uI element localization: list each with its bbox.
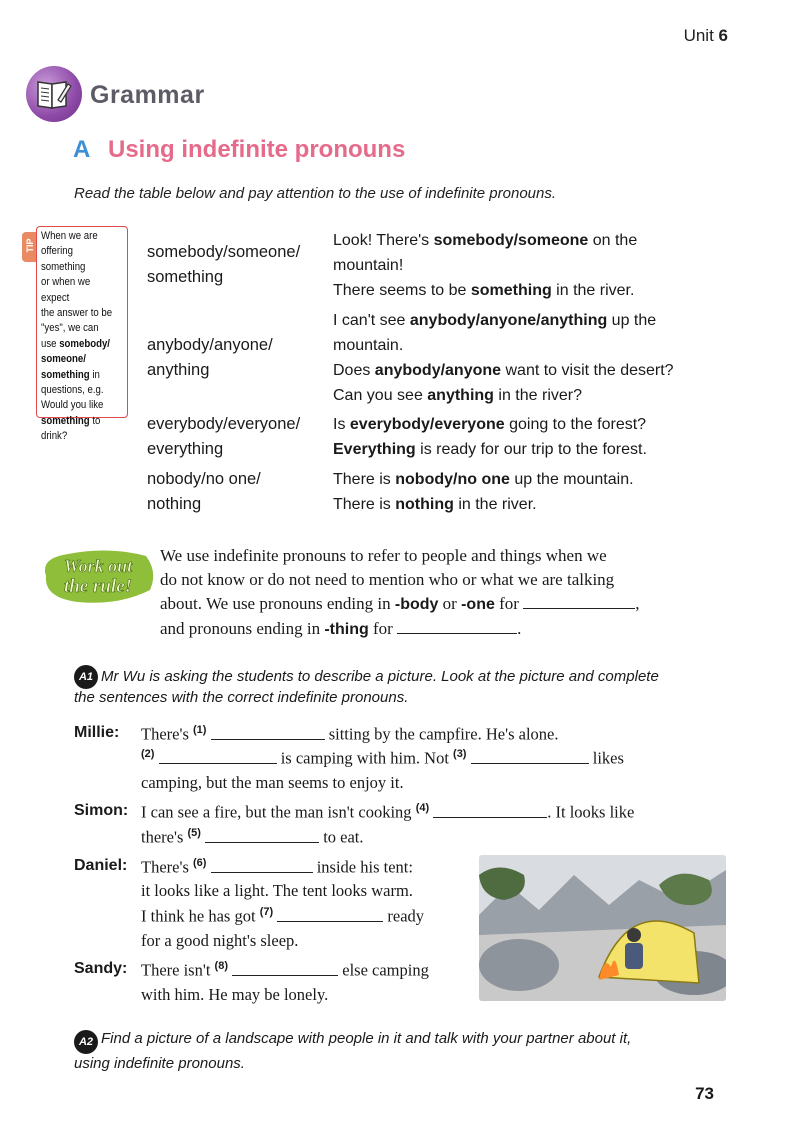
rule-line — [160, 592, 760, 617]
example-text: Can you — [333, 387, 393, 404]
tip-bold: something — [41, 414, 90, 427]
example-bold: somebody/someone — [433, 232, 589, 249]
dialogue-line — [141, 827, 364, 848]
example-line — [333, 228, 637, 253]
tip-text-span: in — [92, 368, 100, 381]
dialogue-line: camping, but the man seems to enjoy it. — [141, 773, 404, 792]
example-text: going to the forest? — [504, 416, 647, 433]
table-row-example — [333, 228, 637, 303]
rule-text-span: for — [368, 619, 398, 638]
example-line — [333, 278, 637, 303]
example-text: Does — [333, 362, 375, 379]
dialogue-text: There isn't — [141, 960, 215, 980]
example-text: I can't see — [333, 312, 410, 329]
example-text: Is — [333, 416, 350, 433]
pronoun-text: nobody/no one/ — [147, 470, 261, 488]
speaker-name: Sandy: — [74, 960, 128, 977]
example-bold: nobody/no one — [395, 471, 510, 488]
example-line — [333, 308, 674, 333]
pronoun-text: anybody/anyone/ — [147, 336, 273, 354]
unit-number: 6 — [718, 26, 728, 45]
example-line — [333, 412, 647, 437]
unit-label-text: Unit — [683, 26, 714, 45]
table-row-example — [333, 308, 674, 408]
tip-line — [41, 414, 115, 445]
example-text: mountain! — [333, 257, 404, 274]
example-text: in the river. — [453, 496, 537, 513]
dialogue-text: ready — [383, 906, 425, 926]
pronoun-text: nothing — [147, 495, 202, 513]
example-text: on the — [588, 232, 638, 249]
example-bold: Everything — [333, 441, 416, 458]
dialogue-text: likes — [588, 748, 624, 768]
answer-blank[interactable] — [277, 907, 383, 922]
section-title: Using indefinite pronouns — [108, 136, 406, 163]
example-text: There is — [333, 496, 396, 513]
rule-bold: -body — [394, 596, 439, 613]
dialogue-text: I can see a fire, but the man isn't cooking — [141, 802, 416, 822]
dialogue-line — [141, 724, 559, 745]
example-text: Look! There's — [333, 232, 434, 249]
unit-label — [684, 26, 728, 46]
table-row-pronoun — [147, 333, 273, 383]
picture-person-body — [625, 943, 643, 969]
blank-number: (4) — [415, 802, 430, 814]
dialogue-line — [141, 857, 413, 878]
dialogue-text: There's — [141, 724, 193, 744]
example-line — [333, 358, 674, 383]
tip-line: When we are — [41, 230, 98, 242]
dialogue-line: with him. He may be lonely. — [141, 985, 329, 1004]
answer-blank[interactable] — [211, 725, 325, 740]
dialogue-text: there's — [141, 827, 188, 847]
rule-text-span: and pronouns ending in — [160, 619, 325, 638]
answer-blank[interactable] — [433, 803, 547, 818]
example-text: want to visit the desert? — [501, 362, 674, 379]
blank-number: (1) — [193, 724, 207, 736]
answer-blank[interactable] — [523, 594, 635, 609]
table-row-pronoun — [147, 240, 300, 290]
tip-bold: someone/ — [41, 353, 86, 366]
tip-line: Would you like — [41, 399, 104, 412]
picture-rock — [479, 939, 559, 991]
example-bold: everybody/everyone — [349, 416, 505, 433]
rule-text-span: or — [438, 594, 462, 613]
tip-bold: something — [41, 368, 90, 381]
pronoun-text: everything — [147, 440, 224, 458]
example-text: see — [392, 387, 428, 404]
answer-blank[interactable] — [471, 749, 589, 764]
example-line — [333, 467, 634, 492]
picture-person-head — [627, 928, 641, 942]
tip-bold: somebody/ — [59, 337, 110, 350]
example-text: up the — [607, 312, 657, 329]
tip-line: the answer to be — [41, 307, 113, 320]
table-row-pronoun — [147, 412, 300, 462]
a2-instruction-line1: Find a picture of a landscape with people in it and talk with your partner about it, — [101, 1030, 632, 1047]
blank-number: (6) — [193, 857, 207, 869]
camping-picture — [479, 855, 726, 1001]
tip-text-span: to drink? — [41, 414, 101, 443]
dialogue-line: it looks like a light. The tent looks warm. — [141, 881, 413, 900]
answer-blank[interactable] — [397, 619, 517, 634]
dialogue-line — [141, 960, 429, 981]
speaker-name: Simon: — [74, 802, 129, 819]
badge-line-1: Work out — [63, 556, 133, 576]
rule-line — [160, 617, 760, 642]
rule-bold: -one — [461, 596, 495, 613]
blank-number: (2) — [141, 748, 155, 760]
answer-blank[interactable] — [159, 749, 277, 764]
table-row-pronoun — [147, 467, 261, 517]
dialogue-line — [141, 906, 424, 927]
tip-line: "yes", we can — [41, 322, 99, 335]
example-line — [333, 383, 674, 408]
badge-line-2: the rule! — [63, 576, 133, 597]
example-text: in the river? — [493, 387, 582, 404]
dialogue-text: to eat. — [319, 827, 364, 847]
blank-number: (8) — [214, 960, 228, 972]
pronoun-text: something — [147, 268, 224, 286]
rule-line: do not know or do not need to mention who or what we are talking — [160, 570, 615, 589]
tip-line: offering something — [41, 245, 86, 273]
example-text: There seems to be — [333, 282, 471, 299]
rule-text-span: for — [494, 594, 524, 613]
example-bold: something — [470, 282, 552, 299]
section-instruction: Read the table below and pay attention to the use of indefinite pronouns. — [74, 185, 557, 202]
rule-text-span: . — [517, 619, 522, 638]
example-line — [333, 492, 634, 517]
tip-text — [41, 229, 115, 445]
example-text: is ready for our trip to the forest. — [415, 441, 647, 458]
speaker-name: Daniel: — [74, 857, 128, 874]
example-bold: anything — [427, 387, 494, 404]
dialogue-text: inside his tent: — [312, 857, 413, 877]
rule-text — [160, 544, 760, 642]
dialogue-text: There's — [141, 857, 193, 877]
rule-text-span: , — [635, 594, 640, 613]
a1-instruction-line2: the sentences with the correct indefinite pronouns. — [74, 689, 409, 706]
table-row-example — [333, 467, 634, 517]
dialogue-line: for a good night's sleep. — [141, 931, 299, 950]
tip-line: or when we expect — [41, 276, 91, 304]
example-text: mountain. — [333, 337, 404, 354]
dialogue-text: sitting by the campfire. He's alone. — [324, 724, 559, 744]
pronoun-text: anything — [147, 361, 210, 379]
tip-line — [41, 337, 115, 352]
dialogue-text: I think he has got — [141, 906, 260, 926]
answer-blank[interactable] — [205, 828, 319, 843]
example-bold: anybody/anyone/anything — [409, 312, 608, 329]
grammar-heading: Grammar — [90, 81, 205, 109]
page-number: 73 — [695, 1084, 714, 1103]
tip-line — [41, 352, 115, 367]
example-line — [333, 253, 637, 278]
exercise-badge-a1: A1 — [74, 665, 98, 689]
answer-blank[interactable] — [232, 961, 338, 976]
dialogue-text: else camping — [338, 960, 429, 980]
answer-blank[interactable] — [211, 858, 313, 873]
blank-number: (7) — [259, 906, 274, 918]
example-line — [333, 333, 674, 358]
work-out-the-rule-badge — [38, 546, 158, 606]
tip-line — [41, 368, 115, 383]
blank-number: (5) — [187, 827, 201, 839]
dialogue-text: . It looks like — [547, 802, 635, 822]
tip-text-span: use — [41, 337, 57, 350]
pronoun-text: everybody/everyone/ — [147, 415, 301, 433]
example-bold: nothing — [395, 496, 454, 513]
blank-number: (3) — [453, 748, 467, 760]
example-text: There is — [333, 471, 396, 488]
dialogue-line — [141, 748, 624, 769]
exercise-badge-a2: A2 — [74, 1030, 98, 1054]
pronoun-text: somebody/someone/ — [147, 243, 301, 261]
rule-text-span: about. We use pronouns ending in — [160, 594, 395, 613]
grammar-book-icon — [26, 66, 82, 122]
example-text: up the mountain. — [509, 471, 634, 488]
example-bold: anybody/anyone — [374, 362, 502, 379]
tip-tab-label: TIP — [25, 238, 35, 253]
a2-instruction-line2: using indefinite pronouns. — [74, 1055, 245, 1072]
rule-line: We use indefinite pronouns to refer to people and things when we — [160, 546, 607, 565]
tip-line: questions, e.g. — [41, 384, 104, 397]
section-letter: A — [73, 136, 91, 163]
dialogue-text: is camping with him. Not — [276, 748, 454, 768]
table-row-example — [333, 412, 647, 462]
a1-instruction-line1: Mr Wu is asking the students to describe a picture. Look at the picture and complete — [101, 668, 659, 685]
example-line — [333, 437, 647, 462]
example-text: in the river. — [551, 282, 635, 299]
rule-bold: -thing — [324, 621, 369, 638]
dialogue-line — [141, 802, 634, 823]
speaker-name: Millie: — [74, 724, 120, 741]
